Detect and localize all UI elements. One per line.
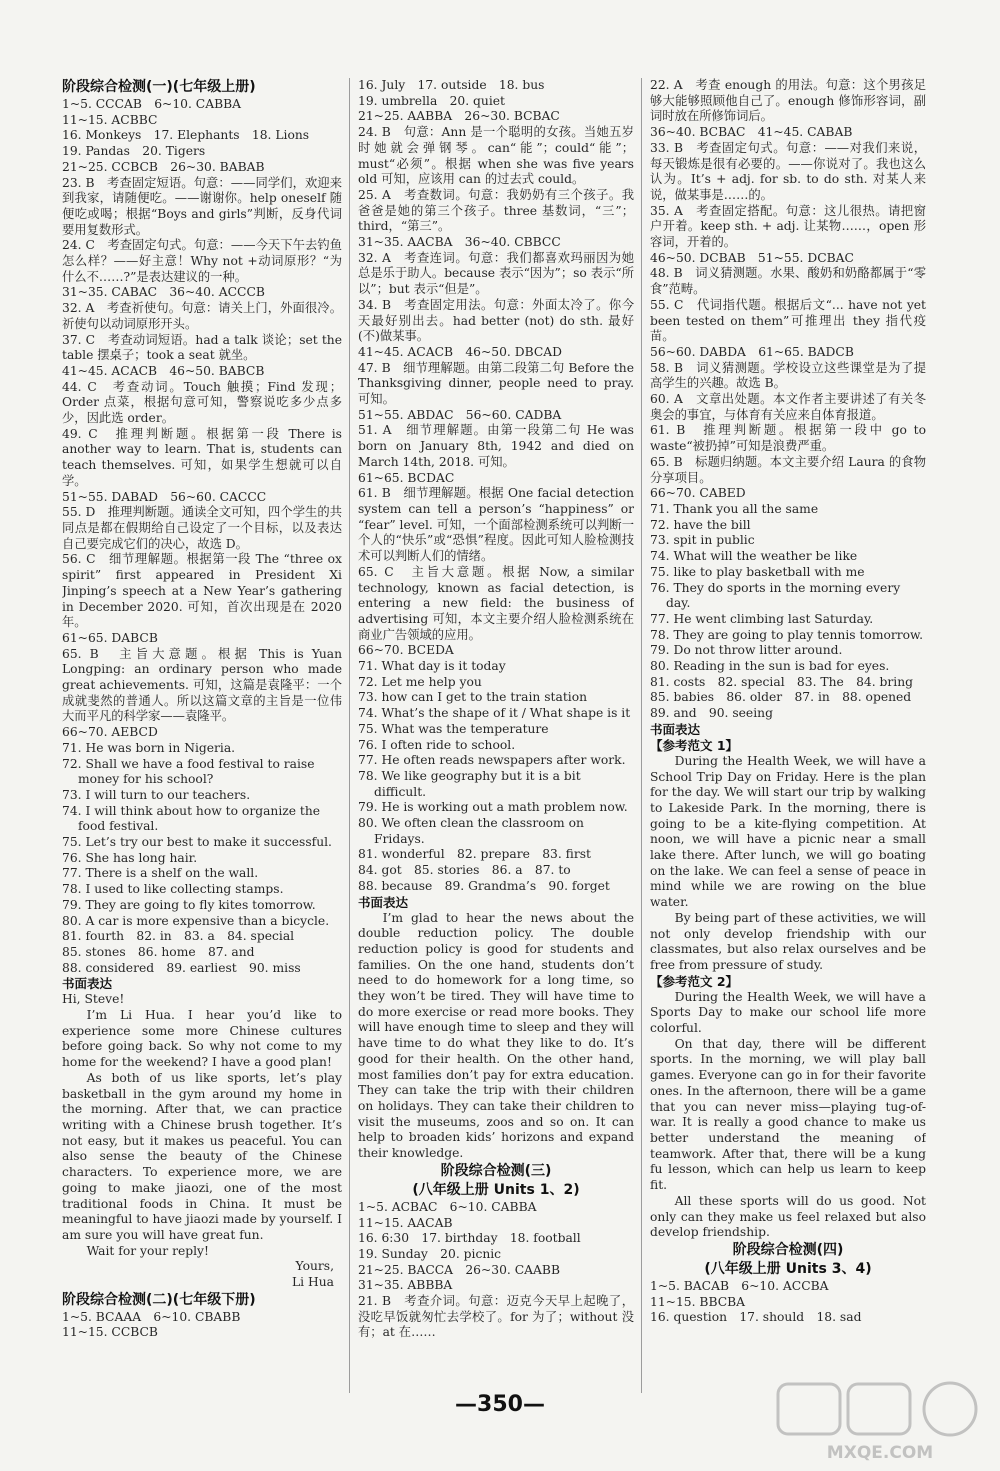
essay-paragraph: All these sports will do us good. Not only can they make us feel relaxed but also develop friendship. [650, 1193, 926, 1240]
explanation: 32. A 考查连词。句意：我们都喜欢玛丽因为她总是乐于助人。because 表示“因为”；so 表示“所以”；but 表示“但是”。 [358, 250, 634, 297]
answer-line: 85. babies 86. older 87. in 88. opened [650, 690, 912, 705]
explanation: 23. B 考查固定短语。句意：——同学们，欢迎来到我家，请随便吃。——谢谢你。help oneself 随便吃或喝；根据“Boys and girls”判断，反身代词要用复数形式。 [62, 175, 342, 237]
reference-essay-label-2: 【参考范文 2】 [650, 973, 739, 989]
explanation: 58. B 词义猜测题。学校设立这些课堂是为了提高学生的兴趣。故选 B。 [650, 360, 926, 391]
answer-line: 16. question 17. should 18. sad [650, 1310, 862, 1325]
answer-line: 36~40. BCBAC 41~45. CABAB [650, 125, 853, 140]
sentence-answer: 71. What day is it today [358, 659, 506, 674]
explanation: 24. C 考查固定句式。句意：——今天下午去钓鱼怎么样？——好主意！Why not +动词原形？“为什么不……?”是表达建议的一种。 [62, 238, 342, 284]
answer-line: 51~55. ABDAC 56~60. CADBA [358, 407, 562, 422]
sentence-answer: 74. What will the weather be like [650, 549, 858, 564]
essay-paragraph: As both of us like sports, let’s play basketball in the gym around my home in the morning. After that, we can practice writing with a Chinese brush together. It’s not easy, but it makes us peaceful. You can also sense the beauty of the Chinese characters. To experience more, we are going to make jiaozi, one of the most traditional foods in China. It must be meaningful to have jiaozi made by yourself. I am sure you will have great fun. [62, 1070, 342, 1242]
sentence-answer: 75. What was the temperature [358, 721, 549, 736]
answer-line: 1~5. ACBAC 6~10. CABBA [358, 1199, 537, 1214]
answer-line: 31~35. AACBA 36~40. CBBCC [358, 235, 561, 250]
explanation: 37. C 考查动词短语。had a talk 谈论；set the table 摆桌子；took a seat 就坐。 [62, 332, 342, 363]
writing-heading: 书面表达 [62, 976, 113, 992]
sentence-answer: 80. We often clean the classroom on Fridays. [358, 816, 584, 846]
explanation: 55. C 代词指代题。根据后文“... have not yet been tested on them”可推理出 they 指代疫苗。 [650, 297, 926, 344]
answer-line: 81. wonderful 82. prepare 83. first [358, 847, 591, 862]
answer-line: 66~70. CABED [650, 486, 746, 501]
explanation: 21. B 考查介词。句意：迈克今天早上起晚了，没吃早饭就匆忙去学校了。for 为了；without 没有；at 在…… [358, 1294, 634, 1340]
explanation: 60. A 文章出处题。本文作者主要讲述了有关冬奥会的事宜，与体育有关应来自体育报道。 [650, 392, 926, 422]
sentence-answer: 72. Let me help you [358, 674, 482, 689]
section-subheading-3: (八年级上册 Units 1、2) [412, 1181, 580, 1198]
answer-line: 46~50. DCBAB 51~55. DCBAC [650, 250, 854, 265]
explanation: 44. C 考查动词。Touch 触摸；Find 发现；Order 点菜，根据句意可知，警察说吃多少点多少，因此选 order。 [62, 379, 342, 426]
answer-line: 1~5. BCAAA 6~10. CBABB [62, 1309, 241, 1324]
answer-line: 1~5. CCCAB 6~10. CABBA [62, 97, 242, 111]
writing-heading: 书面表达 [358, 894, 409, 910]
sentence-answer: 72. Shall we have a food festival to raise money for his school? [62, 756, 315, 787]
explanation: 33. B 考查固定句式。句意：——对我们来说，每天锻炼是很有必要的。——你说对了。我也这么认为。It’s + adj. for sb. to do sth. 对某人来说，做某事是……的。 [650, 140, 926, 202]
section-heading-2: 阶段综合检测(二)(七年级下册) [62, 1291, 256, 1308]
explanation: 65. B 标题归纳题。本文主要介绍 Laura 的食物分享项目。 [650, 454, 926, 485]
sentence-answer: 77. There is a shelf on the wall. [62, 866, 259, 881]
answer-line: 21~25. AABBA 26~30. BCBAC [358, 109, 560, 124]
answer-line: 61~65. DABCB [62, 630, 158, 645]
section-heading-4: 阶段综合检测(四) [732, 1241, 844, 1258]
sentence-answer: 74. What’s the shape of it / What shape is it [358, 706, 631, 721]
writing-heading: 书面表达 [650, 721, 701, 737]
sentence-answer: 79. Do not throw litter around. [650, 643, 843, 658]
explanation: 65. B 主旨大意题。根据 This is Yuan Longping: an ordinary person who made great achievements. 可知，这篇是袁隆平：一个成就斐然的普通人。所以这篇文章的主旨是一位伟大而平凡的科学家——袁隆平。 [62, 646, 342, 724]
answer-line: 16. Monkeys 17. Elephants 18. Lions [62, 128, 310, 143]
letter-greeting: Hi, Steve! [62, 992, 125, 1007]
answer-line: 21~25. BACCA 26~30. CAABB [358, 1262, 560, 1277]
explanation: 65. C 主旨大意题。根据 Now, a similar technology, known as facial detection, is entering a new field: the business of advertising 可知，本文主要介绍人脸检测系统在商业广告领域的应用。 [358, 564, 634, 642]
watermark-logo [770, 1378, 990, 1466]
explanation: 51. A 细节理解题。由第一段第二句 He was born on January 8th, 1942 and died on March 14th, 2018. 可知。 [358, 423, 634, 469]
sentence-answer: 73. I will turn to our teachers. [62, 787, 251, 802]
watermark-icon [770, 1378, 990, 1466]
answer-line: 81. costs 82. special 83. The 84. bring [650, 674, 914, 689]
essay-paragraph: By being part of these activities, we will not only develop friendship with our classmates, but also relax ourselves and be free from pressure of study. [650, 910, 926, 972]
essay-paragraph: I’m Li Hua. I hear you’d like to experience some more Chinese cultures before going back. So why not come to my home for the weekend? I have a good plan! [62, 1008, 342, 1070]
letter-signature: Li Hua [292, 1275, 334, 1290]
sentence-answer: 79. They are going to fly kites tomorrow. [62, 897, 316, 912]
answer-line: 21~25. CCBCB 26~30. BABAB [62, 159, 265, 174]
essay-paragraph: During the Health Week, we will have a School Trip Day on Friday. Here is the plan for the day. We will start our trip by walking to Lakeside Park. In the morning, there is going to be a kite-flying competition. At noon, we will have a picnic near a small lake there. After lunch, we will go boating on the lake. We can feel a sense of peace in mind while we are rowing on the blue water. [650, 753, 926, 910]
sentence-answer: 76. I often ride to school. [358, 737, 516, 752]
sentence-answer: 76. They do sports in the morning every day. [650, 580, 901, 611]
column-divider-left [349, 78, 350, 1393]
sentence-answer: 78. We like geography but it is a bit difficult. [358, 768, 581, 799]
sentence-answer: 72. have the bill [650, 517, 751, 532]
sentence-answer: 75. like to play basketball with me [650, 564, 865, 579]
answer-line: 19. Sunday 20. picnic [358, 1246, 502, 1261]
column-3 [650, 78, 926, 1393]
explanation: 25. A 考查数词。句意：我奶奶有三个孩子。我爸爸是她的第三个孩子。three 基数词，“三”；third，“第三”。 [358, 187, 634, 234]
essay-paragraph: I’m glad to hear the news about the double reduction policy. The double reduction policy is good for students and families. On the one hand, students don’t need to do homework for a long time, so they won’t be tired. They will have time to do more exercise or read more books. They will have enough time to sleep and they will have time to do what they like to do. It’s good for their health. On the other hand, most families don’t pay for extra education. They can take the trip with their children on holidays. They can take their children to visit the museums, zoos and so on. It can help to broaden kids’ horizons and expand their knowledge. [358, 910, 634, 1161]
section-heading-3: 阶段综合检测(三) [440, 1162, 552, 1179]
answer-line: 81. fourth 82. in 83. a 84. special [62, 929, 295, 944]
sentence-answer: 77. He often reads newspapers after work. [358, 753, 626, 768]
section-subheading-4: (八年级上册 Units 3、4) [704, 1260, 872, 1277]
answer-line: 16. 6:30 17. birthday 18. football [358, 1231, 581, 1246]
answer-line: 66~70. AEBCD [62, 725, 158, 740]
watermark-text: MXQE.COM [826, 1443, 934, 1463]
sentence-answer: 71. Thank you all the same [650, 501, 819, 516]
answer-line: 31~35. CABAC 36~40. ACCCB [62, 285, 265, 300]
sentence-answer: 76. She has long hair. [62, 850, 198, 865]
explanation: 47. B 细节理解题。由第二段第二句 Before the Thanksgiving dinner, people need to pray. 可知。 [358, 360, 634, 407]
reference-essay-label-1: 【参考范文 1】 [650, 737, 739, 753]
answer-line: 11~15. AACAB [358, 1215, 453, 1230]
explanation: 56. C 细节理解题。根据第一段 The “three ox spirit” first appeared in President Xi Jinping’s speech at a New Year’s gathering in December 2020. 可知，首次出现是在 2020 年。 [62, 552, 342, 630]
answer-line: 41~45. ACACB 46~50. BABCB [62, 363, 265, 378]
explanation: 61. B 推理判断题。根据第一段中 go to waste“被扔掉”可知是浪费严重。 [650, 423, 926, 454]
sentence-answer: 80. Reading in the sun is bad for eyes. [650, 659, 890, 674]
sentence-answer: 71. He was born in Nigeria. [62, 740, 236, 755]
column-2 [358, 78, 634, 1393]
explanation: 22. A 考查 enough 的用法。句意：这个男孩足够大能够照顾他自己了。enough 修饰形容词，副词时放在所修饰词后。 [650, 78, 926, 124]
sentence-answer: 78. I used to like collecting stamps. [62, 882, 284, 897]
answer-line: 11~15. BBCBA [650, 1294, 746, 1309]
answer-line: 11~15. CCBCB [62, 1325, 158, 1340]
answer-line: 16. July 17. outside 18. bus [358, 78, 545, 92]
page-number: —350— [455, 1392, 545, 1417]
answer-line: 19. Pandas 20. Tigers [62, 144, 206, 159]
answer-line: 85. stones 86. home 87. and [62, 944, 255, 959]
explanation: 24. B 句意：Ann 是一个聪明的女孩。当她五岁时她就会弹钢琴。can“能”；could“能”；must“必须”。根据 when she was five years old 可知，应该用 can 的过去式 could。 [358, 125, 634, 187]
explanation: 49. C 推理判断题。根据第一段 There is another way to learn. That is, students can teach themselves. 可知，如果学生想就可以自学。 [62, 426, 342, 488]
answer-line: 19. umbrella 20. quiet [358, 93, 505, 108]
sentence-answer: 80. A car is more expensive than a bicycle. [62, 913, 330, 928]
answer-line: 66~70. BCEDA [358, 643, 454, 658]
answer-line: 88. considered 89. earliest 90. miss [62, 960, 301, 975]
letter-closing: Yours, [295, 1259, 334, 1274]
sentence-answer: 77. He went climbing last Saturday. [650, 611, 874, 626]
sentence-answer: 73. spit in public [650, 533, 755, 548]
explanation: 34. B 考查固定用法。句意：外面太冷了。你今天最好别出去。had better (not) do sth. 最好(不)做某事。 [358, 297, 634, 344]
essay-paragraph: On that day, there will be different sports. In the morning, we will play ball games. Everyone can go in for their favorite ones. In the afternoon, there will be a game that you can never miss—playing tug-of-war. It is really a good chance to make us better understand the meaning of teamwork. After that, there will be a kung fu lesson, which can help us learn to keep fit. [650, 1036, 926, 1193]
explanation: 48. B 词义猜测题。水果、酸奶和奶酪都属于“零食”范畴。 [650, 266, 926, 297]
explanation: 35. A 考查固定搭配。句意：这儿很热。请把窗户开着。keep sth. + adj. 让某物……，open 形容词，开着的。 [650, 203, 926, 250]
answer-line: 51~55. DABAD 56~60. CACCC [62, 489, 267, 504]
answer-line: 61~65. BCDAC [358, 470, 455, 485]
sentence-answer: 74. I will think about how to organize the food festival. [62, 803, 321, 834]
answer-line: 31~35. ABBBA [358, 1278, 453, 1293]
sentence-answer: 79. He is working out a math problem now. [358, 800, 628, 815]
sentence-answer: 73. how can I get to the train station [358, 690, 588, 705]
essay-paragraph: During the Health Week, we will have a Sports Day to make our school life more colorful. [650, 989, 926, 1036]
sentence-answer: 75. Let’s try our best to make it successful. [62, 835, 332, 850]
answer-line: 1~5. BACAB 6~10. ACCBA [650, 1278, 829, 1293]
answer-line: 88. because 89. Grandma’s 90. forget [358, 878, 610, 893]
explanation: 32. A 考查祈使句。句意：请关上门，外面很冷。祈使句以动词原形开头。 [62, 301, 342, 331]
answer-line: 41~45. ACACB 46~50. DBCAD [358, 344, 563, 359]
essay-paragraph: Wait for your reply! [86, 1243, 209, 1258]
explanation: 55. D 推理判断题。通读全文可知，四个学生的共同点是都在假期给自己设定了一个目标，以及表达自己要完成它们的决心，故选 D。 [62, 505, 342, 551]
explanation: 61. B 细节理解题。根据 One facial detection system can tell a person’s “happiness” or “fear” level. 可知，一个面部检测系统可以判断一个人的“快乐”或“恐惧”程度。因此可知人脸检测技术可以判断人们的情绪。 [358, 486, 634, 564]
section-heading-1: 阶段综合检测(一)(七年级上册) [62, 79, 256, 95]
answer-line: 11~15. ACBBC [62, 112, 158, 127]
column-divider-right [641, 78, 642, 1393]
answer-line: 84. got 85. stories 86. a 87. to [358, 863, 571, 878]
answer-line: 56~60. DABDA 61~65. BADCB [650, 344, 854, 359]
column-1 [62, 78, 342, 1350]
answer-line: 89. and 90. seeing [650, 706, 773, 721]
sentence-answer: 78. They are going to play tennis tomorrow. [650, 627, 924, 642]
